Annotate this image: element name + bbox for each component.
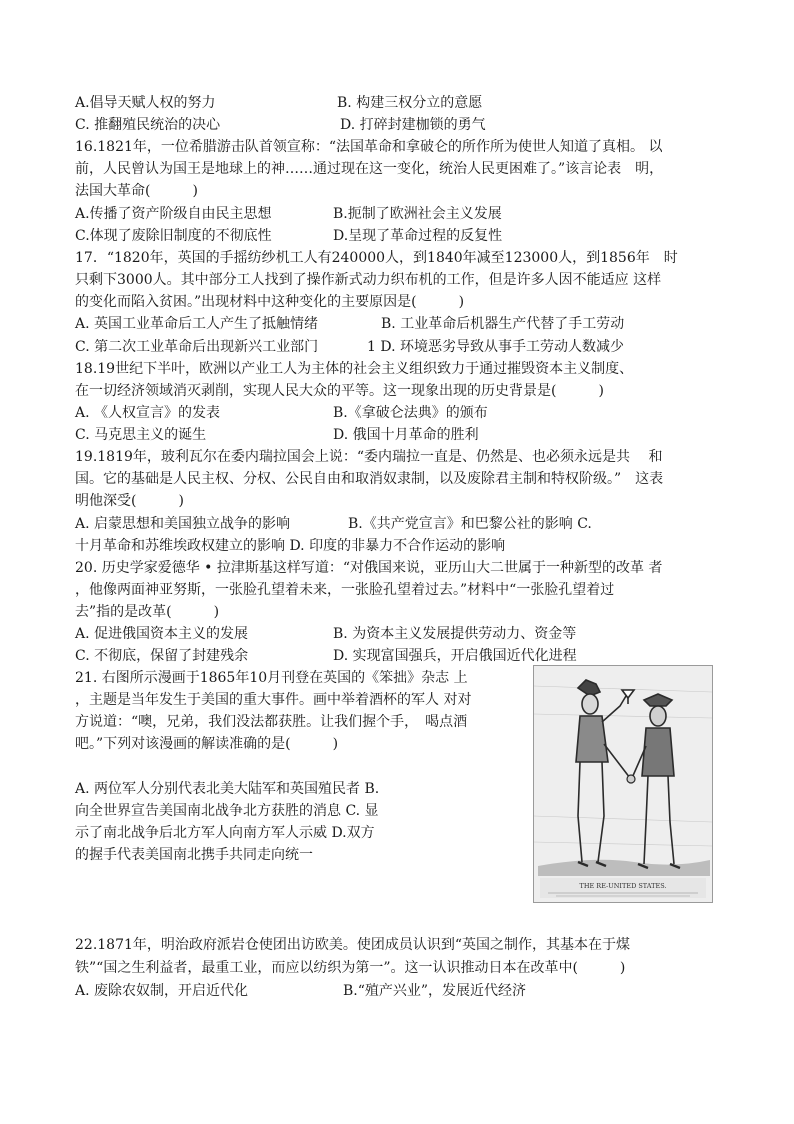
question-22-line-2: 铁”“国之生利益者，最重工业，而应以纺织为第一”。这一认识推动日本在改革中( ) [75, 960, 626, 976]
option-17b: B. 工业革命后机器生产代替了手工劳动 [381, 316, 625, 332]
option-19a: A. 启蒙思想和美国独立战争的影响 [75, 516, 291, 532]
question-21-line-1: 21. 右图所示漫画于1865年10月刊登在英国的《笨拙》杂志 上 [75, 670, 468, 686]
option-20a: A. 促进俄国资本主义的发展 [75, 626, 249, 642]
question-19-line-1: 19.1819年，玻利瓦尔在委内瑞拉国会上说：“委内瑞拉一直是、仍然是、也必须永远是共 和 [75, 449, 663, 465]
question-20-line-2: ，他像两面神亚努斯，一张脸孔望着未来，一张脸孔望着过去。”材料中“一张脸孔望着过 [75, 582, 615, 598]
option-19cd: 十月革命和苏维埃政权建立的影响 D. 印度的非暴力不合作运动的影响 [75, 538, 506, 554]
question-18-line-2: 在一切经济领域消灭剥削，实现人民大众的平等。这一现象出现的历史背景是( ) [75, 383, 604, 399]
option-15a: A.倡导天赋人权的努力 [75, 95, 216, 111]
option-21-line-3: 示了南北战争后北方军人向南方军人示威 D.双方 [75, 825, 375, 841]
option-20d: D. 实现富国强兵，开启俄国近代化进程 [333, 648, 577, 664]
option-21-line-2: 向全世界宣告美国南北战争北方获胜的消息 C. 显 [75, 803, 379, 819]
question-19-line-3: 明他深受( ) [75, 493, 184, 509]
option-20b: B. 为资本主义发展提供劳动力、资金等 [333, 626, 577, 642]
option-18c: C. 马克思主义的诞生 [75, 427, 207, 443]
question-21-line-4: 吧。”下列对该漫画的解读准确的是( ) [75, 736, 339, 752]
option-17a: A. 英国工业革命后工人产生了抵触情绪 [75, 316, 319, 332]
option-17c: C. 第二次工业革命后出现新兴工业部门 [75, 339, 319, 355]
question-16-line-1: 16.1821年，一位希腊游击队首领宣称：“法国革命和拿破仑的所作所为使世人知道了真相。 以 [75, 139, 663, 155]
option-21-line-1: A. 两位军人分别代表北美大陆军和英国殖民者 B. [75, 781, 380, 797]
question-20-line-3: 去”指的是改革( ) [75, 604, 220, 620]
option-22a: A. 废除农奴制，开启近代化 [75, 983, 249, 999]
option-22b: B.“殖产兴业”，发展近代经济 [343, 983, 527, 999]
option-15b: B. 构建三权分立的意愿 [337, 95, 483, 111]
option-18b: B.《拿破仑法典》的颁布 [333, 405, 488, 421]
question-17-line-1: 17．“1820年，英国的手摇纺纱机工人有240000人，到1840年减至123000人，到1856年 时 [75, 250, 678, 266]
question-16-line-3: 法国大革命( ) [75, 183, 198, 199]
cartoon-image [533, 665, 713, 903]
option-15c: C. 推翻殖民统治的决心 [75, 117, 221, 133]
question-16-line-2: 前，人民曾认为国王是地球上的神……通过现在这一变化，统治人民更困难了。”该言论表 明， [75, 161, 664, 177]
question-22-line-1: 22.1871年，明治政府派岩仓使团出访欧美。使团成员认识到“英国之制作，其基本在于煤 [75, 937, 631, 953]
question-21-line-3: 方说道：“噢，兄弟，我们没法都获胜。让我们握个手， 喝点酒 [75, 714, 468, 730]
question-20-line-1: 20. 历史学家爱德华 • 拉津斯基这样写道：“对俄国来说，亚历山大二世属于一种新型的改革 者 [75, 560, 663, 576]
option-19b: B.《共产党宣言》和巴黎公社的影响 C. [348, 516, 592, 532]
question-19-line-2: 国。它的基础是人民主权、分权、公民自由和取消奴隶制，以及废除君主制和特权阶级。” 这表 [75, 471, 664, 487]
option-16a: A.传播了资产阶级自由民主思想 [75, 206, 272, 222]
option-21-line-4: 的握手代表美国南北携手共同走向统一 [75, 847, 313, 863]
option-18d: D. 俄国十月革命的胜利 [333, 427, 479, 443]
option-15d: D. 打碎封建枷锁的勇气 [340, 117, 486, 133]
question-21-line-2: ，主题是当年发生于美国的重大事件。画中举着酒杯的军人 对对 [75, 692, 472, 708]
question-17-line-3: 的变化而陷入贫困。”出现材料中这种变化的主要原因是( ) [75, 294, 465, 310]
cartoon-caption: THE RE-UNITED STATES. [579, 882, 667, 890]
option-16c: C.体现了废除旧制度的不彻底性 [75, 228, 272, 244]
question-17-line-2: 只剩下3000人。其中部分工人找到了操作新式动力织布机的工作，但是许多人因不能适应 这样 [75, 272, 662, 288]
option-20c: C. 不彻底，保留了封建残余 [75, 648, 249, 664]
option-17d: 1 D. 环境恶劣导致从事手工劳动人数减少 [367, 339, 624, 355]
option-18a: A. 《人权宣言》的发表 [75, 405, 221, 421]
option-16d: D.呈现了革命过程的反复性 [333, 228, 503, 244]
question-18-line-1: 18.19世纪下半叶，欧洲以产业工人为主体的社会主义组织致力于通过摧毁资本主义制度、 [75, 361, 634, 377]
option-16b: B.扼制了欧洲社会主义发展 [333, 206, 502, 222]
